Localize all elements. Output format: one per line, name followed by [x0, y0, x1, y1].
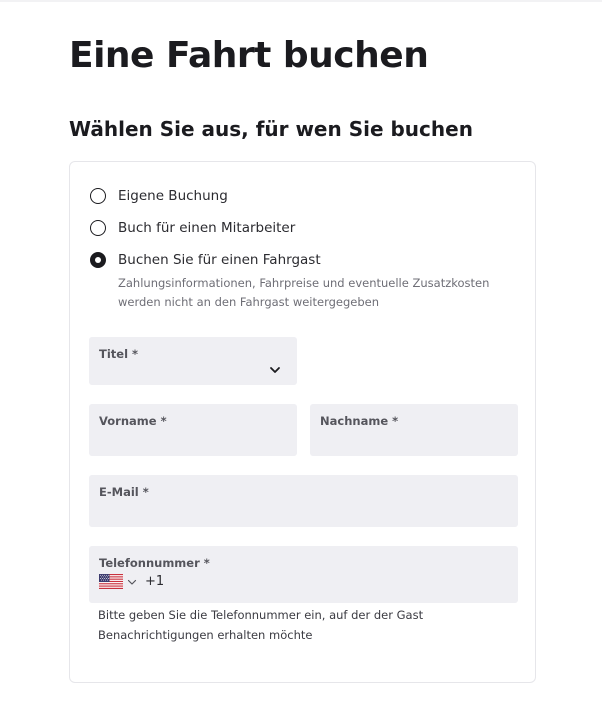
- option-own-booking-label: Eigene Buchung: [118, 188, 228, 204]
- first-name-field[interactable]: [89, 404, 297, 456]
- option-passenger-booking[interactable]: [90, 252, 321, 268]
- last-name-label: Nachname *: [320, 414, 399, 428]
- booking-card: [69, 161, 536, 683]
- phone-label: Telefonnummer *: [99, 556, 210, 570]
- option-passenger-booking-label: Buchen Sie für einen Fahrgast: [118, 252, 321, 268]
- email-field[interactable]: [89, 475, 518, 527]
- option-employee-booking-label: Buch für einen Mitarbeiter: [118, 220, 296, 236]
- radio-passenger-booking[interactable]: [90, 252, 106, 268]
- section-title: Wählen Sie aus, für wen Sie buchen: [69, 117, 473, 141]
- email-label: E-Mail *: [99, 485, 149, 499]
- title-select-label: Titel *: [99, 347, 139, 361]
- phone-hint: Bitte geben Sie die Telefonnummer ein, auf der der Gast Benachrichtigungen erhalten möchte: [98, 608, 424, 642]
- title-select[interactable]: [89, 337, 297, 385]
- option-own-booking[interactable]: [90, 188, 228, 204]
- radio-own-booking[interactable]: [90, 188, 106, 204]
- us-flag-icon[interactable]: [99, 574, 123, 589]
- page-title: Eine Fahrt buchen: [69, 35, 429, 76]
- option-employee-booking[interactable]: [90, 220, 295, 236]
- phone-field[interactable]: [89, 546, 518, 603]
- first-name-label: Vorname *: [99, 414, 167, 428]
- chevron-down-icon[interactable]: [127, 577, 137, 587]
- phone-input-row[interactable]: [99, 574, 164, 589]
- radio-employee-booking[interactable]: [90, 220, 106, 236]
- chevron-down-icon[interactable]: [269, 364, 281, 376]
- phone-country-code: +1: [145, 574, 165, 589]
- last-name-field[interactable]: [310, 404, 518, 456]
- passenger-booking-hint: Zahlungsinformationen, Fahrpreise und eventuelle Zusatzkosten werden nicht an den Fahrgast weitergegeben: [118, 276, 490, 309]
- top-divider: [0, 0, 602, 2]
